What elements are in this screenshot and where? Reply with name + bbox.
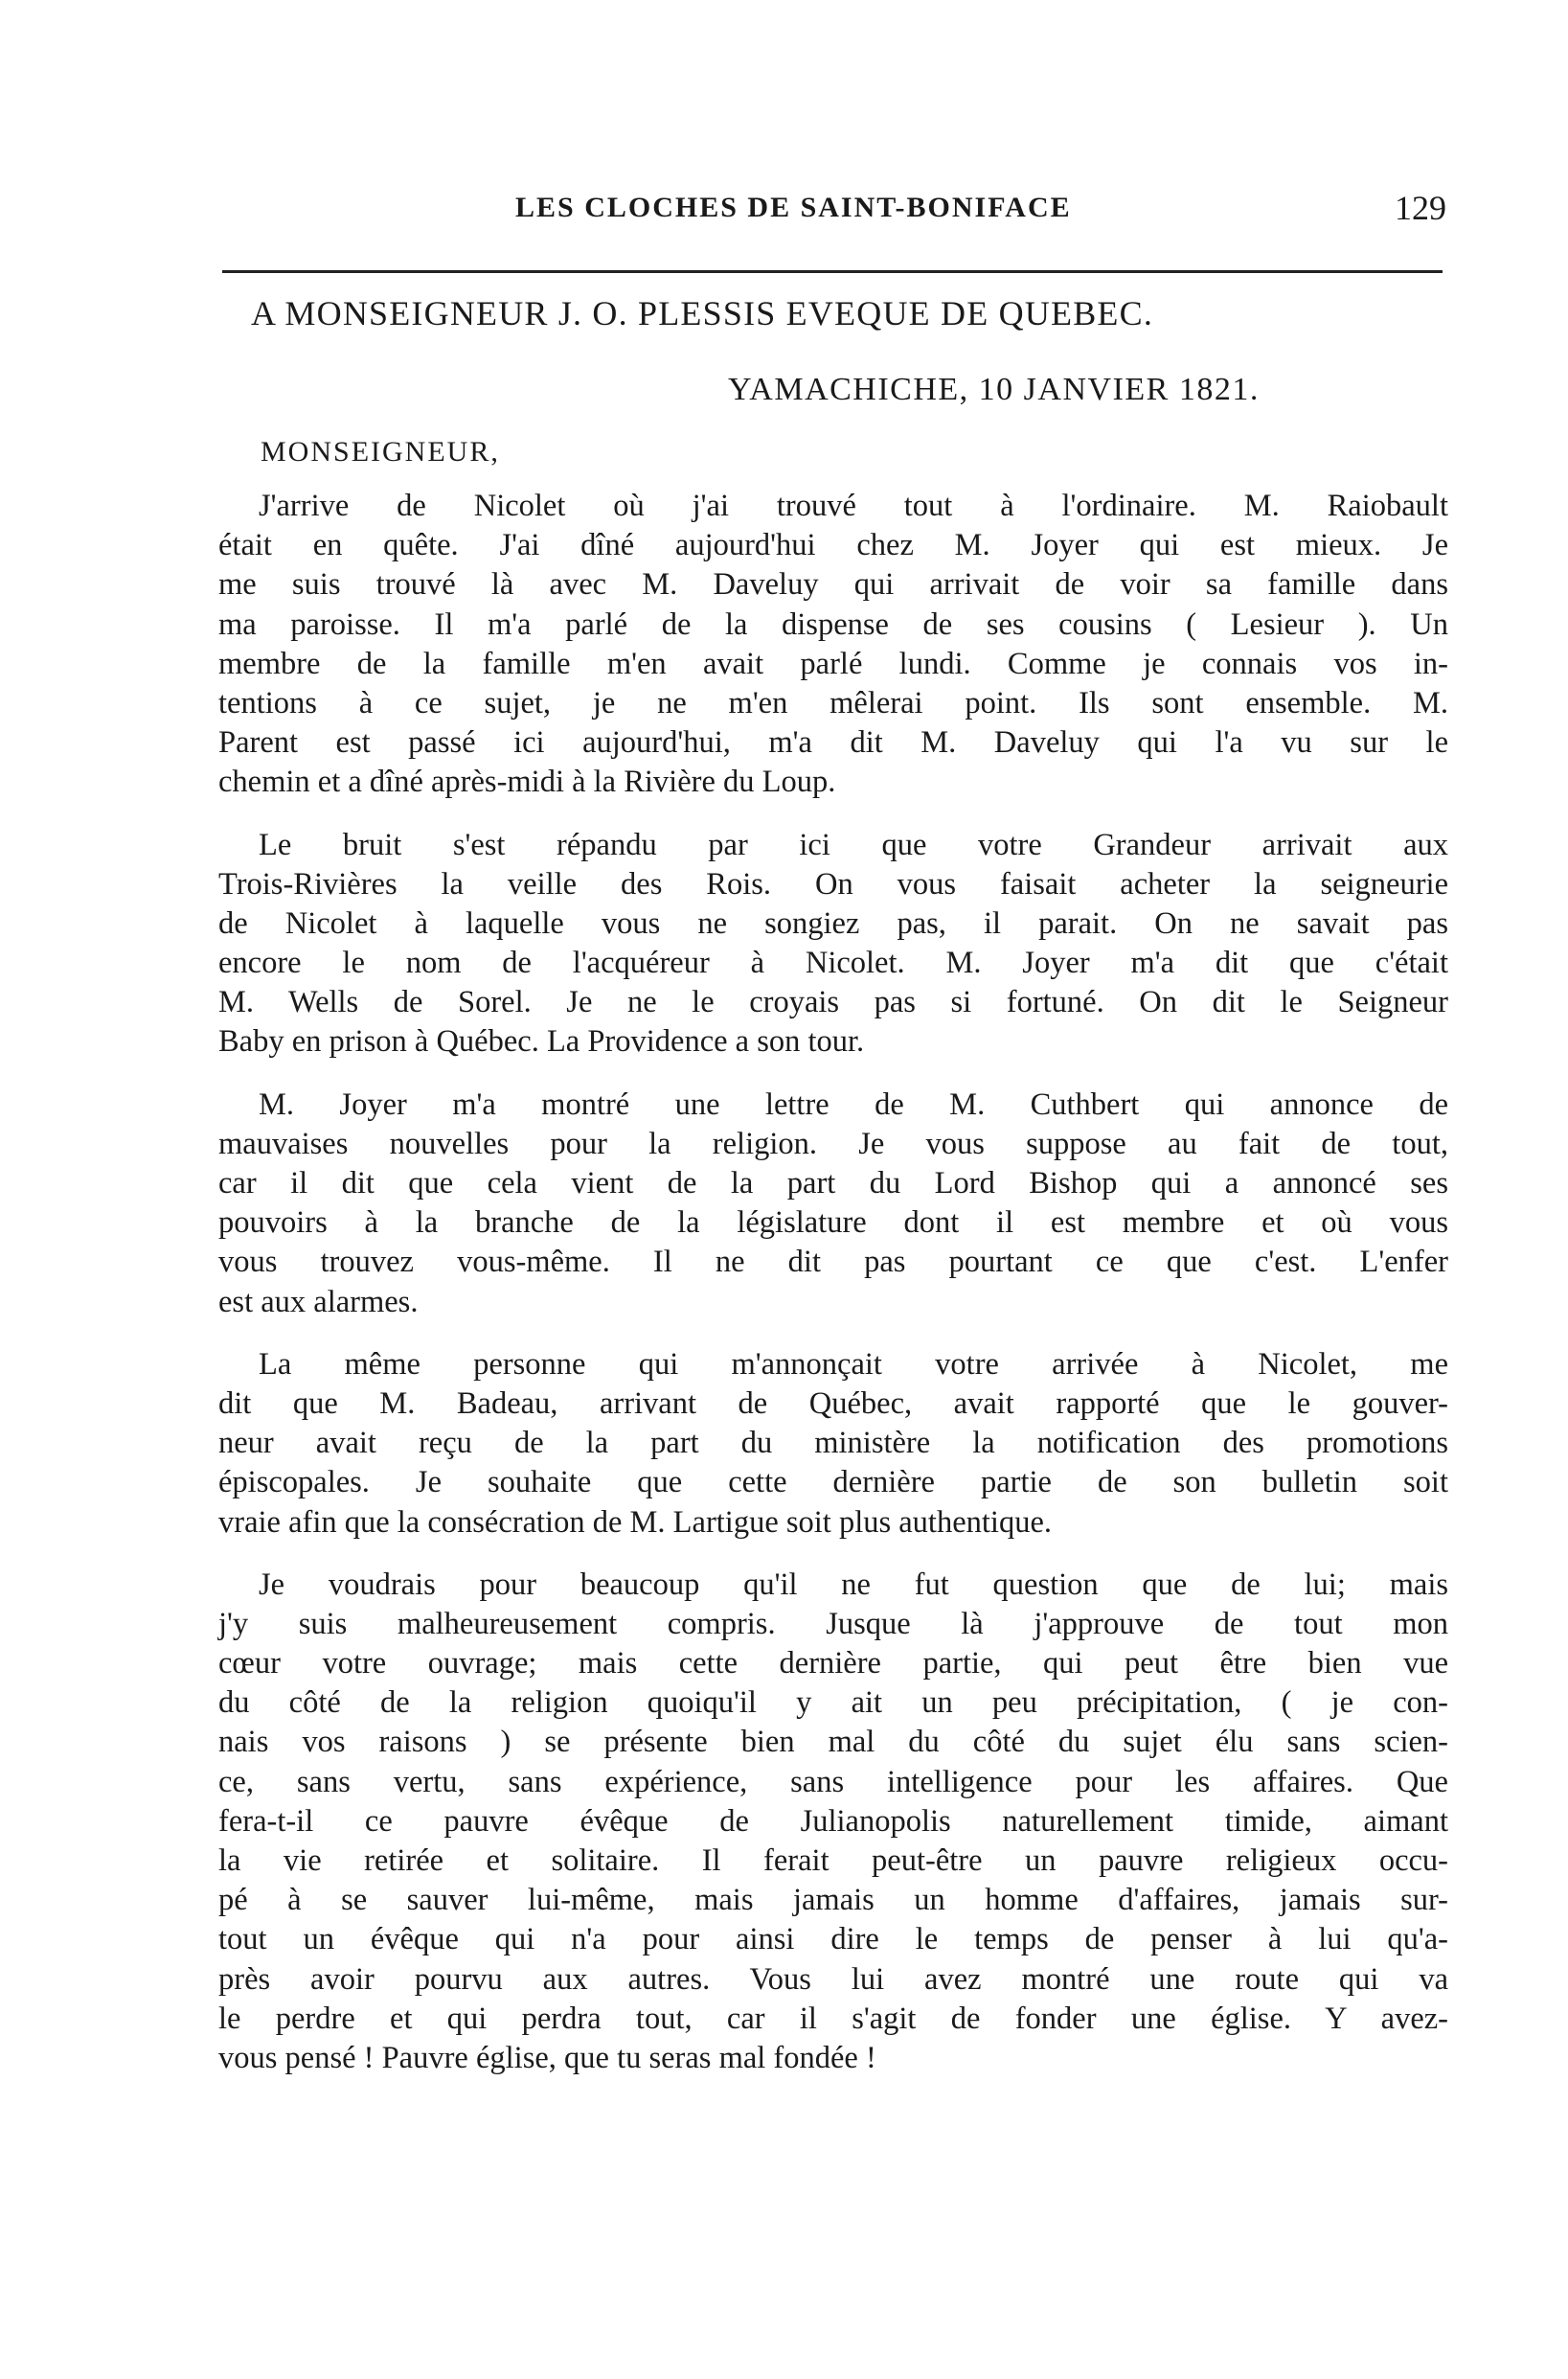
dateline: YAMACHICHE, 10 JANVIER 1821. <box>728 372 1260 407</box>
text-line: vraie afin que la consécration de M. Lartigue soit plus authentique. <box>218 1504 1052 1540</box>
text-line: ma paroisse. Il m'a parlé de la dispense de ses cousins ( Lesieur ). Un <box>218 606 1448 642</box>
running-title: LES CLOCHES DE SAINT-BONIFACE <box>515 192 1072 223</box>
page-number: 129 <box>1395 189 1446 227</box>
text-line: mauvaises nouvelles pour la religion. Je vous suppose au fait de tout, <box>218 1126 1448 1161</box>
text-line: neur avait reçu de la part du ministère la notification des promotions <box>218 1426 1448 1461</box>
text-line: était en quête. J'ai dîné aujourd'hui chez M. Joyer qui est mieux. Je <box>218 528 1448 563</box>
letter-body <box>218 487 1448 2101</box>
text-line: encore le nom de l'acquéreur à Nicolet. M. Joyer m'a dit que c'était <box>218 946 1448 981</box>
text-line: J'arrive de Nicolet où j'ai trouvé tout à l'ordinaire. M. Raiobault <box>259 489 1448 523</box>
letter-paragraph <box>218 826 1448 1063</box>
text-line: j'y suis malheureusement compris. Jusque là j'approuve de tout mon <box>218 1606 1448 1641</box>
text-line: fera-t-il ce pauvre évêque de Julianopolis naturellement timide, aimant <box>218 1803 1448 1839</box>
text-line: pouvoirs à la branche de la législature dont il est membre et où vous <box>218 1205 1448 1241</box>
text-line: dit que M. Badeau, arrivant de Québec, avait rapporté que le gouver- <box>218 1385 1448 1421</box>
text-line: Baby en prison à Québec. La Providence a son tour. <box>218 1024 865 1060</box>
text-line: près avoir pourvu aux autres. Vous lui avez montré une route qui va <box>218 1961 1448 1997</box>
text-line: tentions à ce sujet, je ne m'en mêlerai point. Ils sont ensemble. M. <box>218 685 1448 721</box>
text-line: pé à se sauver lui-même, mais jamais un homme d'affaires, jamais sur- <box>218 1883 1448 1918</box>
text-line: membre de la famille m'en avait parlé lundi. Comme je connais vos in- <box>218 646 1448 681</box>
header-rule <box>222 270 1443 273</box>
text-line: la vie retirée et solitaire. Il ferait peut-être un pauvre religieux occu- <box>218 1843 1448 1878</box>
text-line: est aux alarmes. <box>218 1284 419 1319</box>
text-line: La même personne qui m'annonçait votre arrivée à Nicolet, me <box>259 1346 1448 1382</box>
text-line: Le bruit s'est répandu par ici que votre Grandeur arrivait aux <box>259 827 1448 862</box>
text-line: tout un évêque qui n'a pour ainsi dire le temps de penser à lui qu'a- <box>218 1922 1448 1957</box>
text-line: M. Joyer m'a montré une lettre de M. Cuthbert qui annonce de <box>259 1087 1448 1122</box>
text-line: cœur votre ouvrage; mais cette dernière partie, qui peut être bien vue <box>218 1646 1448 1681</box>
text-line: le perdre et qui perdra tout, car il s'agit de fonder une église. Y avez- <box>218 2001 1448 2036</box>
letter-paragraph <box>218 1566 1448 2078</box>
text-line: M. Wells de Sorel. Je ne le croyais pas si fortuné. On dit le Seigneur <box>218 985 1448 1020</box>
text-line: épiscopales. Je souhaite que cette dernière partie de son bulletin soit <box>218 1465 1448 1500</box>
text-line: ce, sans vertu, sans expérience, sans intelligence pour les affaires. Que <box>218 1764 1448 1799</box>
text-line: du côté de la religion quoiqu'il y ait un peu précipitation, ( je con- <box>218 1685 1448 1721</box>
text-line: nais vos raisons ) se présente bien mal du côté du sujet élu sans scien- <box>218 1725 1448 1760</box>
letter-paragraph <box>218 487 1448 803</box>
letter-paragraph <box>218 1086 1448 1322</box>
text-line: de Nicolet à laquelle vous ne songiez pas, il parait. On ne savait pas <box>218 905 1448 941</box>
salutation: MONSEIGNEUR, <box>261 436 500 468</box>
text-line: Parent est passé ici aujourd'hui, m'a dit M. Daveluy qui l'a vu sur le <box>218 725 1448 761</box>
running-head <box>218 189 1446 249</box>
text-line: Je voudrais pour beaucoup qu'il ne fut question que de lui; mais <box>259 1567 1448 1602</box>
text-line: me suis trouvé là avec M. Daveluy qui arrivait de voir sa famille dans <box>218 567 1448 603</box>
letter-title: A MONSEIGNEUR J. O. PLESSIS EVEQUE DE QUEBEC. <box>251 294 1154 332</box>
text-line: car il dit que cela vient de la part du Lord Bishop qui a annoncé ses <box>218 1166 1448 1201</box>
text-line: vous pensé ! Pauvre église, que tu seras mal fondée ! <box>218 2040 876 2075</box>
letter-paragraph <box>218 1345 1448 1543</box>
text-line: Trois-Rivières la veille des Rois. On vous faisait acheter la seigneurie <box>218 866 1448 902</box>
text-line: vous trouvez vous-même. Il ne dit pas pourtant ce que c'est. L'enfer <box>218 1245 1448 1280</box>
text-line: chemin et a dîné après-midi à la Rivière du Loup. <box>218 765 836 800</box>
